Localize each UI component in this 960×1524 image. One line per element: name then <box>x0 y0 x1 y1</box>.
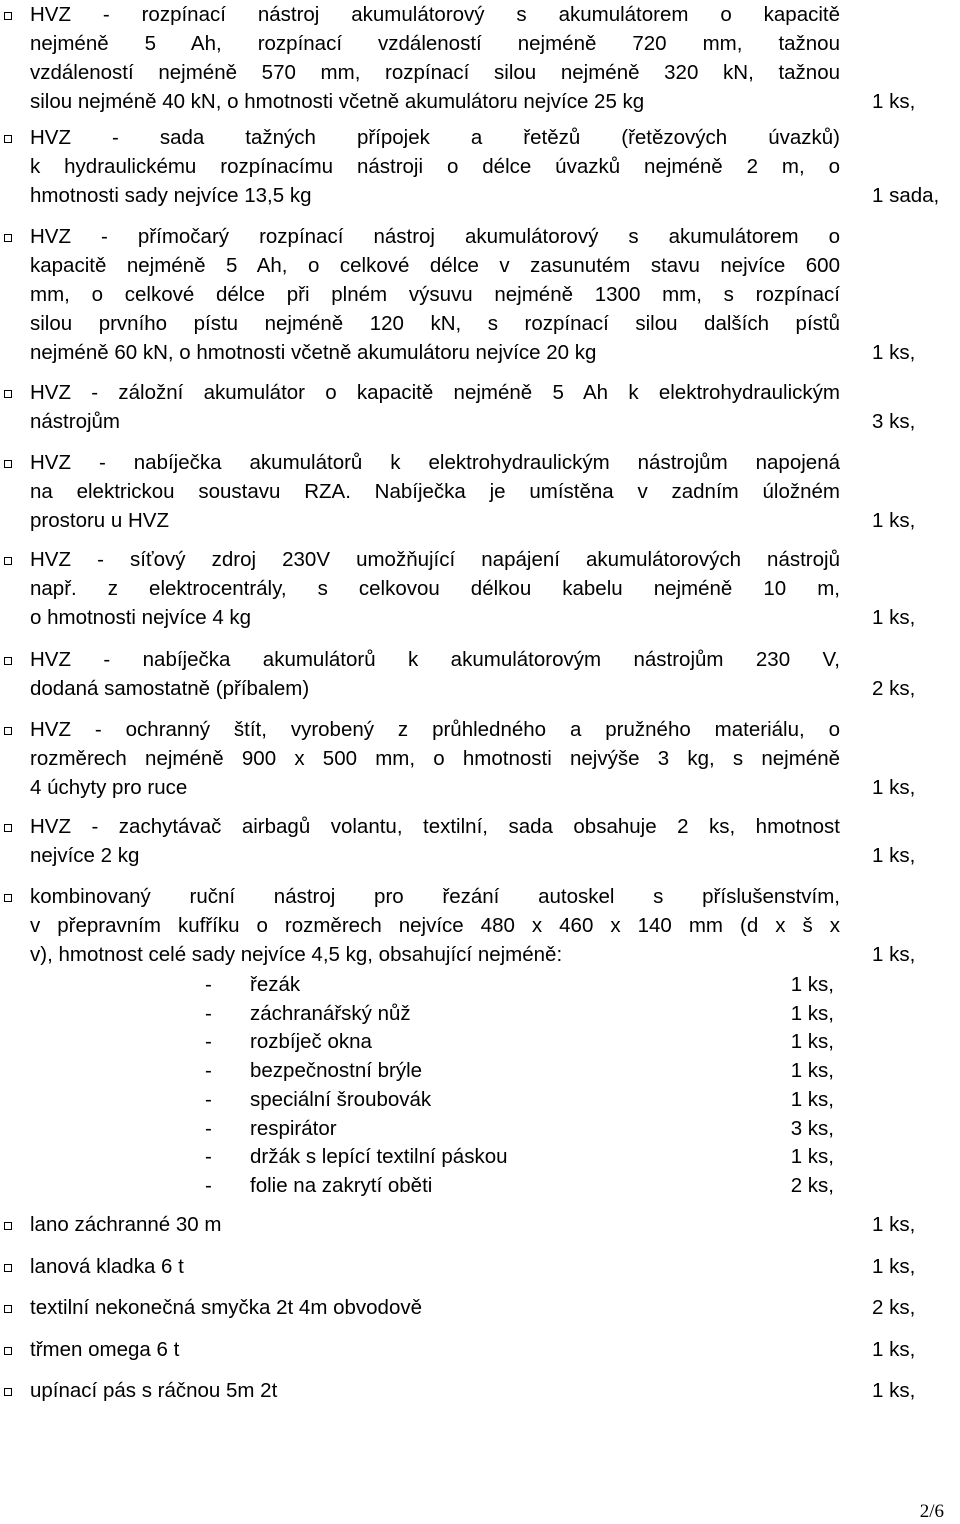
list-item <box>0 0 960 116</box>
checkbox-bullet-icon <box>4 390 12 398</box>
item-quantity: 2 ks, <box>872 1296 916 1319</box>
item-line: nejvíce 2 kg <box>30 844 140 867</box>
checkbox-bullet-icon <box>4 1222 12 1230</box>
subitem-name: respirátor <box>250 1116 337 1140</box>
item-quantity: 1 ks, <box>872 844 916 867</box>
subitem-dash: - <box>205 1030 212 1054</box>
list-item <box>0 645 960 703</box>
subitem-row <box>0 999 960 1028</box>
subitem-dash: - <box>205 1116 212 1140</box>
item-description <box>30 545 840 632</box>
item-description <box>30 222 840 367</box>
list-item <box>0 378 960 436</box>
item-description <box>30 715 840 802</box>
item-line: HVZ - sada tažných přípojek a řetězů (řetězových úvazků) <box>30 126 840 149</box>
subitem-quantity: 1 ks, <box>790 1145 834 1169</box>
list-item <box>0 715 960 802</box>
item-line: nástrojům <box>30 410 121 433</box>
subitem-quantity: 3 ks, <box>790 1116 834 1140</box>
checkbox-bullet-icon <box>4 135 12 143</box>
item-quantity: 1 ks, <box>872 1213 916 1236</box>
item-quantity: 1 ks, <box>872 606 916 629</box>
item-line: mm, o celkové délce při plném výsuvu nejméně 1300 mm, s rozpínací <box>30 283 840 306</box>
item-line: v přepravním kufříku o rozměrech nejvíce 480 x 460 x 140 mm (d x š x <box>30 914 840 937</box>
checkbox-bullet-icon <box>4 234 12 242</box>
item-line: v), hmotnost celé sady nejvíce 4,5 kg, obsahující nejméně: <box>30 943 563 966</box>
checkbox-bullet-icon <box>4 657 12 665</box>
item-quantity: 1 ks, <box>872 776 916 799</box>
subitem-dash: - <box>205 1145 212 1169</box>
item-line: HVZ - přímočarý rozpínací nástroj akumulátorový s akumulátorem o <box>30 225 840 248</box>
list-item <box>0 222 960 367</box>
item-line: HVZ - rozpínací nástroj akumulátorový s akumulátorem o kapacitě <box>30 3 840 26</box>
subitem-dash: - <box>205 1087 212 1111</box>
item-line: HVZ - nabíječka akumulátorů k akumulátorovým nástrojům 230 V, <box>30 648 840 671</box>
checkbox-bullet-icon <box>4 1388 12 1396</box>
subitem-name: držák s lepící textilní páskou <box>250 1145 508 1169</box>
subitem-row <box>0 1056 960 1085</box>
list-item <box>0 1335 960 1364</box>
checkbox-bullet-icon <box>4 557 12 565</box>
item-line: vzdáleností nejméně 570 mm, rozpínací silou nejméně 320 kN, tažnou <box>30 61 840 84</box>
item-quantity: 2 ks, <box>872 677 916 700</box>
checkbox-bullet-icon <box>4 12 12 20</box>
item-description <box>30 812 840 870</box>
item-quantity: 1 ks, <box>872 90 916 113</box>
subitem-name: speciální šroubovák <box>250 1087 432 1111</box>
item-line: HVZ - síťový zdroj 230V umožňující napájení akumulátorových nástrojů <box>30 548 840 571</box>
item-line: kapacitě nejméně 5 Ah, o celkové délce v zasunutém stavu nejvíce 600 <box>30 254 840 277</box>
checkbox-bullet-icon <box>4 1347 12 1355</box>
item-line: HVZ - záložní akumulátor o kapacitě nejméně 5 Ah k elektrohydraulickým <box>30 381 840 404</box>
list-item <box>0 1210 960 1239</box>
item-description <box>30 1210 840 1239</box>
subitem-name: folie na zakrytí oběti <box>250 1173 433 1197</box>
item-line: prostoru u HVZ <box>30 509 169 532</box>
item-line: HVZ - ochranný štít, vyrobený z průhledného a pružného materiálu, o <box>30 718 840 741</box>
item-quantity: 1 ks, <box>872 1338 916 1361</box>
item-description <box>30 448 840 535</box>
subitem-quantity: 1 ks, <box>790 1087 834 1111</box>
item-quantity: 1 ks, <box>872 1255 916 1278</box>
item-quantity: 1 ks, <box>872 943 916 966</box>
item-line: k hydraulickému rozpínacímu nástroji o délce úvazků nejméně 2 m, o <box>30 155 840 178</box>
subitem-row <box>0 970 960 999</box>
item-description <box>30 1252 840 1281</box>
item-description <box>30 645 840 703</box>
item-line: o hmotnosti nejvíce 4 kg <box>30 606 252 629</box>
checkbox-bullet-icon <box>4 727 12 735</box>
subitem-quantity: 2 ks, <box>790 1173 834 1197</box>
item-description <box>30 1335 840 1364</box>
checkbox-bullet-icon <box>4 460 12 468</box>
checkbox-bullet-icon <box>4 1305 12 1313</box>
item-line: HVZ - nabíječka akumulátorů k elektrohydraulickým nástrojům napojená <box>30 451 840 474</box>
item-line: kombinovaný ruční nástroj pro řezání autoskel s příslušenstvím, <box>30 885 840 908</box>
subitem-name: rozbíječ okna <box>250 1030 372 1054</box>
checkbox-bullet-icon <box>4 824 12 832</box>
item-quantity: 1 ks, <box>872 1379 916 1402</box>
checkbox-bullet-icon <box>4 894 12 902</box>
subitem-name: záchranářský nůž <box>250 1001 411 1025</box>
list-item <box>0 448 960 535</box>
item-line: nejméně 60 kN, o hmotnosti včetně akumulátoru nejvíce 20 kg <box>30 341 597 364</box>
subitem-quantity: 1 ks, <box>790 1059 834 1083</box>
subitem-quantity: 1 ks, <box>790 1030 834 1054</box>
subitem-dash: - <box>205 973 212 996</box>
list-item <box>0 1376 960 1405</box>
list-item <box>0 882 960 969</box>
subitem-quantity: 1 ks, <box>790 1001 834 1025</box>
subitem-row <box>0 1142 960 1171</box>
item-line: dodaná samostatně (příbalem) <box>30 677 310 700</box>
item-line: textilní nekonečná smyčka 2t 4m obvodově <box>30 1296 422 1319</box>
item-description <box>30 1293 840 1322</box>
item-line: HVZ - zachytávač airbagů volantu, textilní, sada obsahuje 2 ks, hmotnost <box>30 815 840 838</box>
item-line: třmen omega 6 t <box>30 1338 180 1361</box>
item-line: hmotnosti sady nejvíce 13,5 kg <box>30 184 312 207</box>
list-item <box>0 123 960 210</box>
page-number: 2/6 <box>919 1501 944 1522</box>
item-line: lanová kladka 6 t <box>30 1255 184 1278</box>
item-description <box>30 1376 840 1405</box>
item-quantity: 1 ks, <box>872 341 916 364</box>
checkbox-bullet-icon <box>4 1264 12 1272</box>
item-line: na elektrickou soustavu RZA. Nabíječka je umístěna v zadním úložném <box>30 480 840 503</box>
item-description <box>30 378 840 436</box>
item-line: rozměrech nejméně 900 x 500 mm, o hmotnosti nejvýše 3 kg, s nejméně <box>30 747 840 770</box>
subitem-row <box>0 1171 960 1200</box>
list-item <box>0 812 960 870</box>
subitem-dash: - <box>205 1001 212 1025</box>
subitem-name: řezák <box>250 973 301 996</box>
subitem-dash: - <box>205 1173 212 1197</box>
subitem-quantity: 1 ks, <box>790 973 834 996</box>
item-quantity: 1 sada, <box>872 184 940 207</box>
item-description <box>30 882 840 969</box>
item-line: silou nejméně 40 kN, o hmotnosti včetně akumulátoru nejvíce 25 kg <box>30 90 645 113</box>
item-quantity: 1 ks, <box>872 509 916 532</box>
item-line: nejméně 5 Ah, rozpínací vzdáleností nejméně 720 mm, tažnou <box>30 32 840 55</box>
item-description <box>30 0 840 116</box>
item-line: lano záchranné 30 m <box>30 1213 222 1236</box>
subitem-row <box>0 1114 960 1143</box>
subitem-row <box>0 1085 960 1114</box>
item-line: např. z elektrocentrály, s celkovou délkou kabelu nejméně 10 m, <box>30 577 840 600</box>
item-line: silou prvního pístu nejméně 120 kN, s rozpínací silou dalších pístů <box>30 312 840 335</box>
subitem-name: bezpečnostní brýle <box>250 1059 423 1083</box>
list-item <box>0 1293 960 1322</box>
list-item <box>0 545 960 632</box>
item-quantity: 3 ks, <box>872 410 916 433</box>
item-description <box>30 123 840 210</box>
subitem-dash: - <box>205 1059 212 1083</box>
list-item <box>0 1252 960 1281</box>
subitem-row <box>0 1027 960 1056</box>
item-line: 4 úchyty pro ruce <box>30 776 188 799</box>
item-line: upínací pás s ráčnou 5m 2t <box>30 1379 278 1402</box>
